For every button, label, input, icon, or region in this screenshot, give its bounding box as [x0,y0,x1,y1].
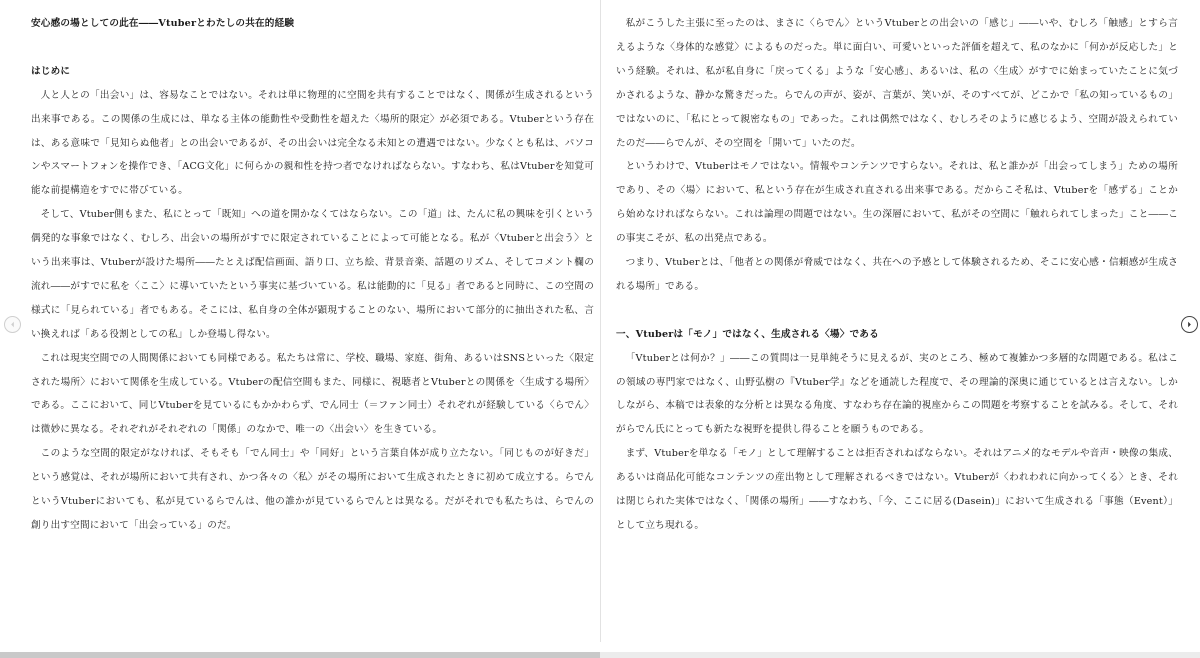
document-title: 安心感の場としての此在――Vtuberとわたしの共在的経験 [31,18,295,29]
chevron-left-icon [8,320,17,329]
body-paragraph: そして、Vtuber側もまた、私にとって「既知」への道を開かなくてはならない。この「道」は、たんに私の興味を引くという偶発的な事象ではなく、むしろ、出会いの場所がすでに限定されていることによって可能となる。私が〈Vtuberと出会う〉という出来事は、Vtuberが設けた場所――たとえば配信画面、語り口、立ち絵、背景音楽、話題のリズム、そしてコメント欄の流れ――がすでに私を〈ここ〉に導いていたという事実に基づいている。私は能動的に「見る」者であると同時に、この空間の様式に「見られている」者でもある。そこには、私自身の全体が顕現することのない、場所において部分的に抽出された私、言い換えれば「ある役割としての私」しか登場し得ない。 [31,209,594,340]
body-paragraph: まず、Vtuberを単なる「モノ」として理解することは拒否されねばならない。それはアニメ的なモデルや音声・映像の集成、あるいは商品化可能なコンテンツの産出物として理解されるべきではない。Vtuberが〈われわれに向かってくる〉とき、それは閉じられた実体ではなく、「関係の場所」――すなわち、「今、ここに居る(Dasein)」において生成される「事態（Event）」として立ち現れる。 [616,448,1178,532]
previous-page-button[interactable] [4,316,21,333]
section-heading: はじめに [31,65,71,77]
body-paragraph: というわけで、Vtuberはモノではない。情報やコンテンツですらない。それは、私と誰かが「出会ってしまう」ための場所であり、その〈場〉において、私という存在が生成され直される出来事である。だからこそ私は、Vtuberを「感ずる」ことから始めなければならない。これは論理の問題ではない。生の深層において、私がその空間に「触れられてしまった」こと――この事実こそが、私の出発点である。 [616,161,1178,245]
body-paragraph: 人と人との「出会い」は、容易なことではない。それは単に物理的に空間を共有することではなく、関係が生成されるという出来事である。この関係の生成には、単なる主体の能動性や受動性を超えた〈場所的限定〉が必須である。Vtuberという存在は、ある意味で「見知らぬ他者」との出会いであるが、その出会いは完全なる未知との遭遇ではない。少なくとも私は、パソコンやスマートフォンを操作でき、「ACG文化」に何らかの親和性を持つ者でなければならない。すなわち、私はVtuberを知覚可能な前提構造をすでに帯びている。 [31,89,594,197]
section-heading: 一、Vtuberは「モノ」ではなく、生成される〈場〉である [616,328,879,340]
body-paragraph: このような空間的限定がなければ、そもそも「でん同士」や「同好」という言葉自体が成り立たない。「同じものが好きだ」という感覚は、それが場所において共有され、かつ各々の〈私〉がその場所において生成されたときに初めて成立する。らでんというVtuberにおいても、私が見ているらでんは、他の誰かが見ているらでんとは異なる。だがそれでも私たちは、らでんの創り出す空間において「出会っている」のだ。 [31,448,594,532]
left-page [0,0,600,648]
body-paragraph: つまり、Vtuberとは、「他者との関係が脅威ではなく、共在への予感として体験されるため、そこに安心感・信頼感が生成される場所」である。 [616,257,1178,292]
right-page [601,0,1200,648]
chevron-right-icon [1185,320,1194,329]
reading-progress-bar [0,652,1200,658]
blank-line [31,36,594,60]
next-page-button[interactable] [1181,316,1198,333]
reading-progress-fill [0,652,600,658]
body-paragraph: 私がこうした主張に至ったのは、まさに〈らでん〉というVtuberとの出会いの「感じ」――いや、むしろ「触感」とすら言えるような〈身体的な感覚〉によるものだった。単に面白い、可愛いといった評価を超えて、私のなかに「何かが反応した」という経験。それは、私が私自身に「戻ってくる」ような「安心感」、あるいは、私の〈生成〉がすでに始まっていたことに気づかされるような、静かな驚きだった。らでんの声が、姿が、言葉が、笑いが、そのすべてが、どこかで「私の知っているもの」ではないのに、「私にとって親密なもの」であった。これは偶然ではなく、むしろそのように感じるよう、空間が設えられていたのだ――らでんが、その空間を「開いて」いたのだ。 [616,18,1178,149]
body-paragraph: これは現実空間での人間関係においても同様である。私たちは常に、学校、職場、家庭、街角、あるいはSNSといった〈限定された場所〉において関係を生成している。Vtuberの配信空間もまた、同様に、視聴者とVtuberとの関係を〈生成する場所〉である。ここにおいて、同じVtuberを見ているにもかかわらず、でん同士（＝ファン同士）それぞれが経験している〈らでん〉は微妙に異なる。それぞれがそれぞれの「関係」のなかで、唯一の〈出会い〉を生きている。 [31,352,594,436]
body-paragraph: 「Vtuberとは何か？」――この質問は一見単純そうに見えるが、実のところ、極めて複雑かつ多層的な問題である。私はこの領域の専門家ではなく、山野弘樹の『Vtuber学』などを通読した程度で、その理論的深奥に通じているとは言えない。しかしながら、本稿では表象的な分析とは異なる角度、すなわち存在論的視座からこの問題を考察することを試みる。そして、それがらでん氏にとっても新たな視野を提供し得ることを願うものである。 [616,352,1178,436]
blank-line [616,299,1178,323]
